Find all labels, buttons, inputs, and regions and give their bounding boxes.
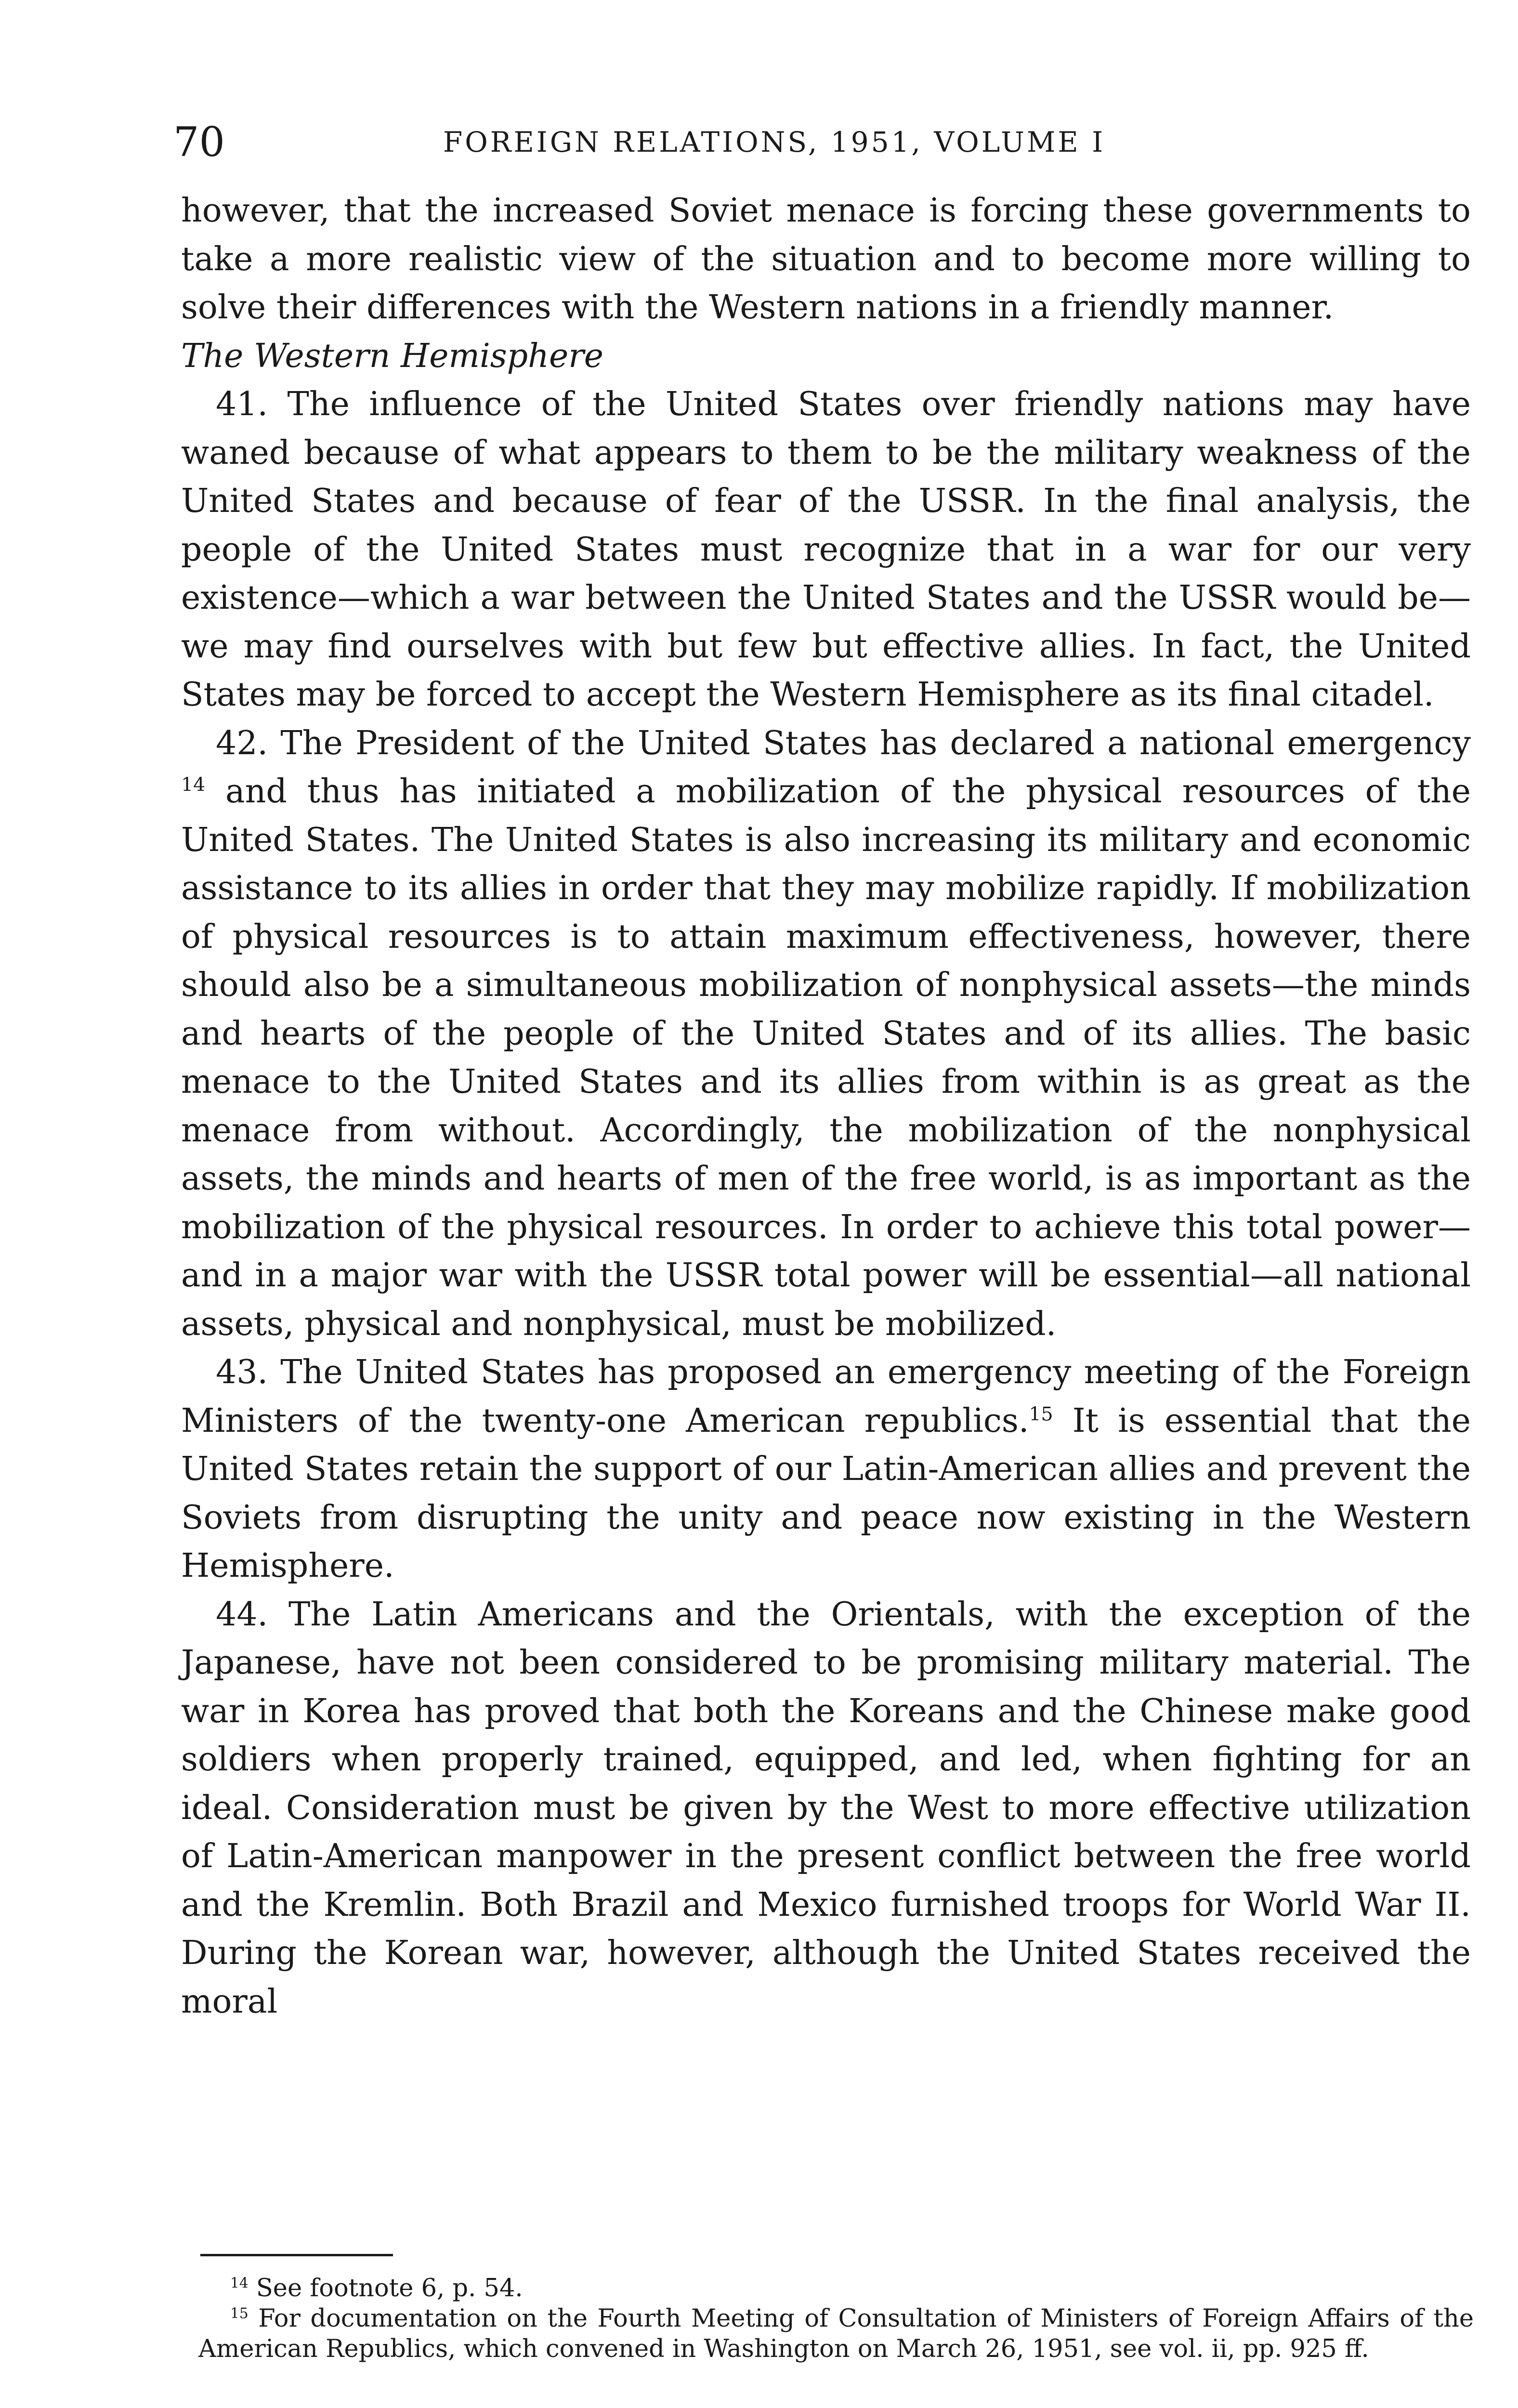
running-head: FOREIGN RELATIONS, 1951, VOLUME I: [443, 126, 1106, 158]
footnote-14: [198, 2273, 1474, 2303]
page-header: [173, 116, 1474, 169]
footnote-14-mark: 14: [230, 2275, 249, 2291]
paragraph-41: 41. The influence of the United States over friendly nations may have waned because of what appears to them to be the military weakness of the United States and because of fear of the USSR. In the final analysis, the people of the United States must recognize that in a war for our very existence—which a war between the United States and the USSR would be—we may find ourselves with but few but effective allies. In fact, the United States may be forced to accept the Western Hemisphere as its final citadel.: [181, 385, 1471, 714]
footnote-14-text: See footnote 6, p. 54.: [248, 2274, 523, 2303]
section-heading: The Western Hemisphere: [181, 337, 603, 375]
paragraph-42: [181, 720, 1471, 1349]
continuation-paragraph: however, that the increased Soviet menace is forcing these governments to take a more realistic view of the situation and to become more willing to solve their differences with the Western nations in a friendly manner.: [181, 192, 1471, 327]
paragraph-43-text-end: It is essential that the United States retain the support of our Latin-American allies and prevent the Soviets from disrupting the unity and peace now existing in the Western Hemisphere.: [181, 1401, 1471, 1585]
footnote-15-text: For documentation on the Fourth Meeting of Consultation of Ministers of Foreign Affairs of the American Republics, which convened in Washington on March 26, 1951, see vol. ii, pp. 925 ff.: [198, 2304, 1474, 2363]
footnotes: [198, 2273, 1474, 2364]
footnote-divider: [200, 2254, 393, 2256]
paragraph-42-text-end: and thus has initiated a mobilization of the physical resources of the United States. The United States is also increasing its military and economic assistance to its allies in order that they may mobilize rapidly. If mobilization of physical resources is to attain maximum effectiveness, however, there should also be a simultaneous mobilization of nonphysical assets—the minds and hearts of the people of the United States and of its allies. The basic menace to the United States and its allies from within is as great as the menace from without. Accordingly, the mobilization of the nonphysical assets, the minds and hearts of men of the free world, is as important as the mobilization of the physical resources. In order to achieve this total power—and in a major war with the USSR total power will be essential—all national assets, physical and nonphysical, must be mobilized.: [181, 772, 1471, 1343]
paragraph-44: 44. The Latin Americans and the Orientals, with the exception of the Japanese, have not been considered to be promising military material. The war in Korea has proved that both the Koreans and the Chinese make good soldiers when properly trained, equipped, and led, when fighting for an ideal. Consideration must be given by the West to more effective utilization of Latin-American manpower in the present conflict between the free world and the Kremlin. Both Brazil and Mexico furnished troops for World War II. During the Korean war, however, although the United States received the moral: [181, 1595, 1471, 2021]
paragraph-42-text-start: 42. The President of the United States has declared a national emergency: [216, 724, 1471, 762]
body-text: [181, 187, 1471, 2026]
footnote-15: [198, 2303, 1474, 2364]
page-number: 70: [173, 118, 225, 166]
footnote-15-mark: 15: [230, 2305, 249, 2322]
paragraph-43: [181, 1348, 1471, 1591]
footnote-ref-15[interactable]: 15: [1029, 1402, 1053, 1425]
paragraph-43-text-start: 43. The United States has proposed an emergency meeting of the Foreign Ministers of the twenty-one American republics.: [181, 1353, 1471, 1440]
footnote-ref-14[interactable]: 14: [181, 773, 206, 796]
